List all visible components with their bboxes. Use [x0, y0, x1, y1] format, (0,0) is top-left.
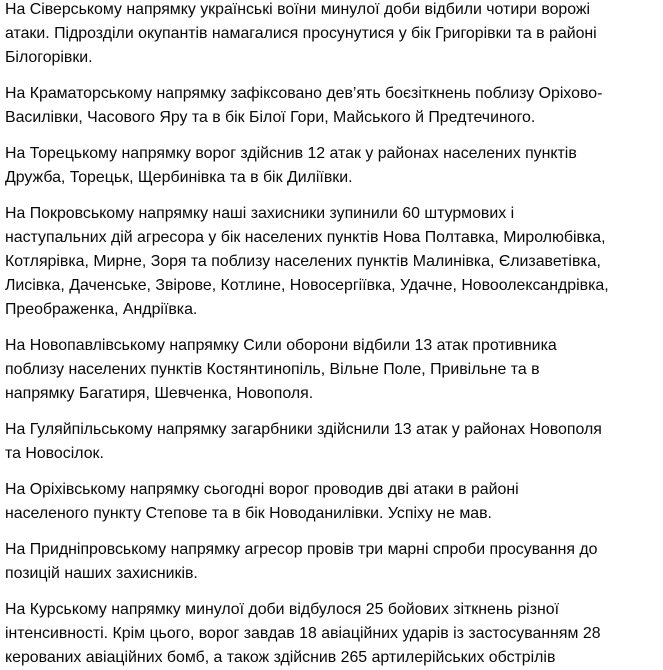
paragraph-siversk-direction: На Сіверському напрямку українські воїни минулої доби відбили чотири ворожі атаки. Підрозділи окупантів намагалися просунутися у бік Григорівки та в районі Білогорівки.	[5, 1, 597, 66]
paragraph-kursk-direction: На Курському напрямку минулої доби відбулося 25 бойових зіткнень різної інтенсивності. Крім цього, ворог завдав 18 авіаційних ударів із застосуванням 28 керованих авіаційних бомб, а також здійснив 265 артилерійських обстрілів	[5, 601, 601, 666]
paragraph-huliaipole-direction: На Гуляйпільському напрямку загарбники здійснили 13 атак у районах Новополя та Новосілок.	[5, 421, 602, 462]
paragraph-toretsk-direction: На Торецькому напрямку ворог здійснив 12 атак у районах населених пунктів Дружба, Торецьк, Щербинівка та в бік Диліївки.	[5, 145, 577, 186]
paragraph-orikhiv-direction: На Оріхівському напрямку сьогодні ворог проводив дві атаки в районі населеного пункту Степове та в бік Новоданилівки. Успіху не мав.	[5, 481, 519, 522]
paragraph-pokrovsk-direction: На Покровському напрямку наші захисники зупинили 60 штурмових і наступальних дій агресора у бік населених пунктів Нова Полтавка, Миролюбівка, Котлярівка, Мирне, Зоря та поблизу населених пунктів Малинівка, Єлизаветівка, Лисівка, Даченське, Звірове, Котлине, Новосергіївка, Удачне, Новоолександрівка, Преображенка, Андріївка.	[5, 205, 609, 318]
paragraph-dnipro-direction: На Придніпровському напрямку агресор провів три марні спроби просування до позицій наших захисників.	[5, 541, 598, 582]
paragraph-kramatorsk-direction: На Краматорському напрямку зафіксовано дев’ять боєзіткнень поблизу Оріхово- Василівки, Часового Яру та в бік Білої Гори, Майського й Предтечиного.	[5, 85, 603, 126]
paragraph-novopavlivka-direction: На Новопавлівському напрямку Сили оборони відбили 13 атак противника поблизу населених пунктів Костянтинопіль, Вільне Поле, Привільне та в напрямку Багатиря, Шевченка, Новополя.	[5, 337, 557, 402]
